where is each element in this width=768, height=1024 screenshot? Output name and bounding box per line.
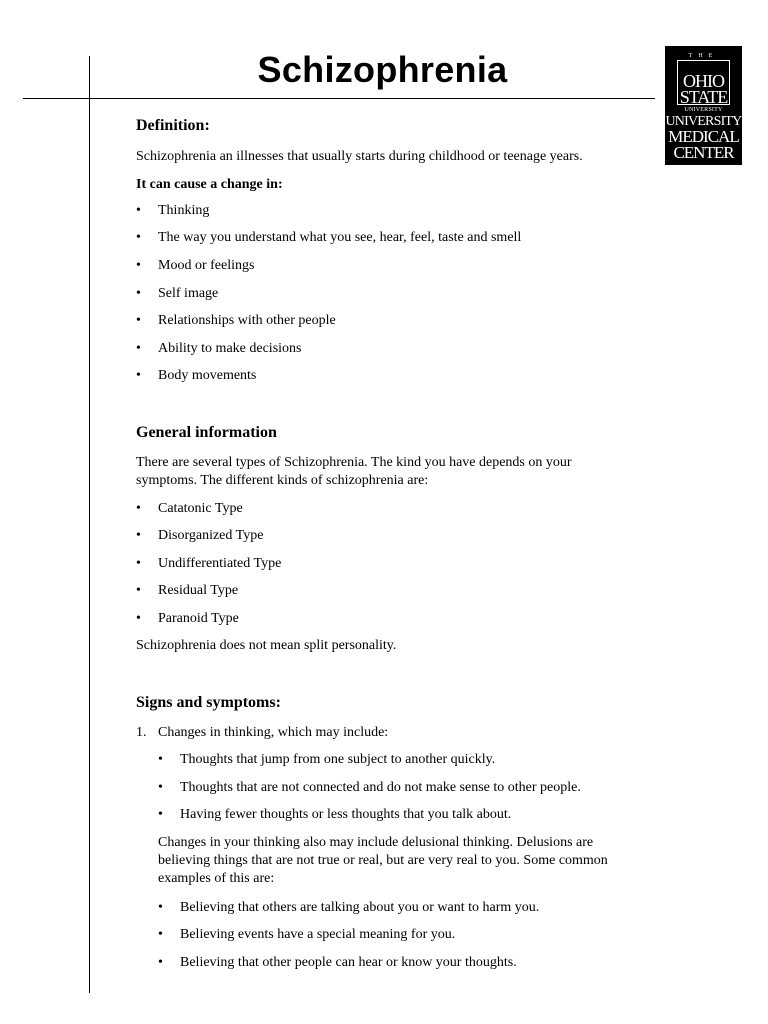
osu-medical-center-logo bbox=[665, 46, 742, 165]
bullet-icon: • bbox=[136, 313, 141, 328]
bullet-icon: • bbox=[158, 900, 163, 915]
bullet-icon: • bbox=[158, 780, 163, 795]
bullet-icon: • bbox=[158, 752, 163, 767]
numbered-item-1 bbox=[136, 724, 389, 742]
signs-heading: Signs and symptoms: bbox=[136, 694, 281, 711]
bullet-icon: • bbox=[136, 258, 141, 273]
bullet-icon: • bbox=[136, 556, 141, 571]
definition-subheading: It can cause a change in: bbox=[136, 177, 283, 192]
logo-university-small: UNIVERSITY bbox=[684, 107, 723, 113]
logo-frame bbox=[677, 60, 730, 113]
bullet-icon: • bbox=[136, 368, 141, 383]
bullet-icon: • bbox=[136, 583, 141, 598]
bullet-icon: • bbox=[136, 501, 141, 516]
logo-the: THE bbox=[688, 53, 719, 59]
logo-university: UNIVERSITY bbox=[665, 114, 742, 129]
general-heading: General information bbox=[136, 424, 277, 441]
bullet-icon: • bbox=[136, 230, 141, 245]
general-note: Schizophrenia does not mean split personality. bbox=[136, 638, 397, 653]
item-text: Changes in thinking, which may include: bbox=[158, 725, 389, 740]
bullet-icon: • bbox=[136, 528, 141, 543]
bullet-icon: • bbox=[136, 341, 141, 356]
definition-text: Schizophrenia an illnesses that usually starts during childhood or teenage years. bbox=[136, 149, 583, 164]
logo-ohio: OHIO bbox=[683, 71, 724, 91]
bullet-icon: • bbox=[136, 611, 141, 626]
bullet-icon: • bbox=[158, 927, 163, 942]
definition-heading: Definition: bbox=[136, 117, 210, 134]
item-number: 1. bbox=[136, 725, 147, 740]
bullet-icon: • bbox=[158, 807, 163, 822]
logo-medical: MEDICAL bbox=[668, 127, 739, 146]
logo-state: STATE bbox=[679, 87, 728, 107]
bullet-icon: • bbox=[136, 203, 141, 218]
bullet-icon: • bbox=[136, 286, 141, 301]
logo-center: CENTER bbox=[673, 143, 734, 162]
left-margin-rule bbox=[89, 56, 90, 993]
general-text: There are several types of Schizophrenia. The kind you have depends on your symptoms. The different kinds of schizophrenia are: bbox=[136, 455, 572, 488]
page-title: Schizophrenia bbox=[257, 49, 508, 90]
bullet-icon: • bbox=[158, 955, 163, 970]
delusion-text: Changes in your thinking also may include delusional thinking. Delusions are believing things that are not true or real, but are very real to you. Some common examples of this are: bbox=[158, 835, 608, 886]
title-underline-rule bbox=[23, 98, 655, 99]
